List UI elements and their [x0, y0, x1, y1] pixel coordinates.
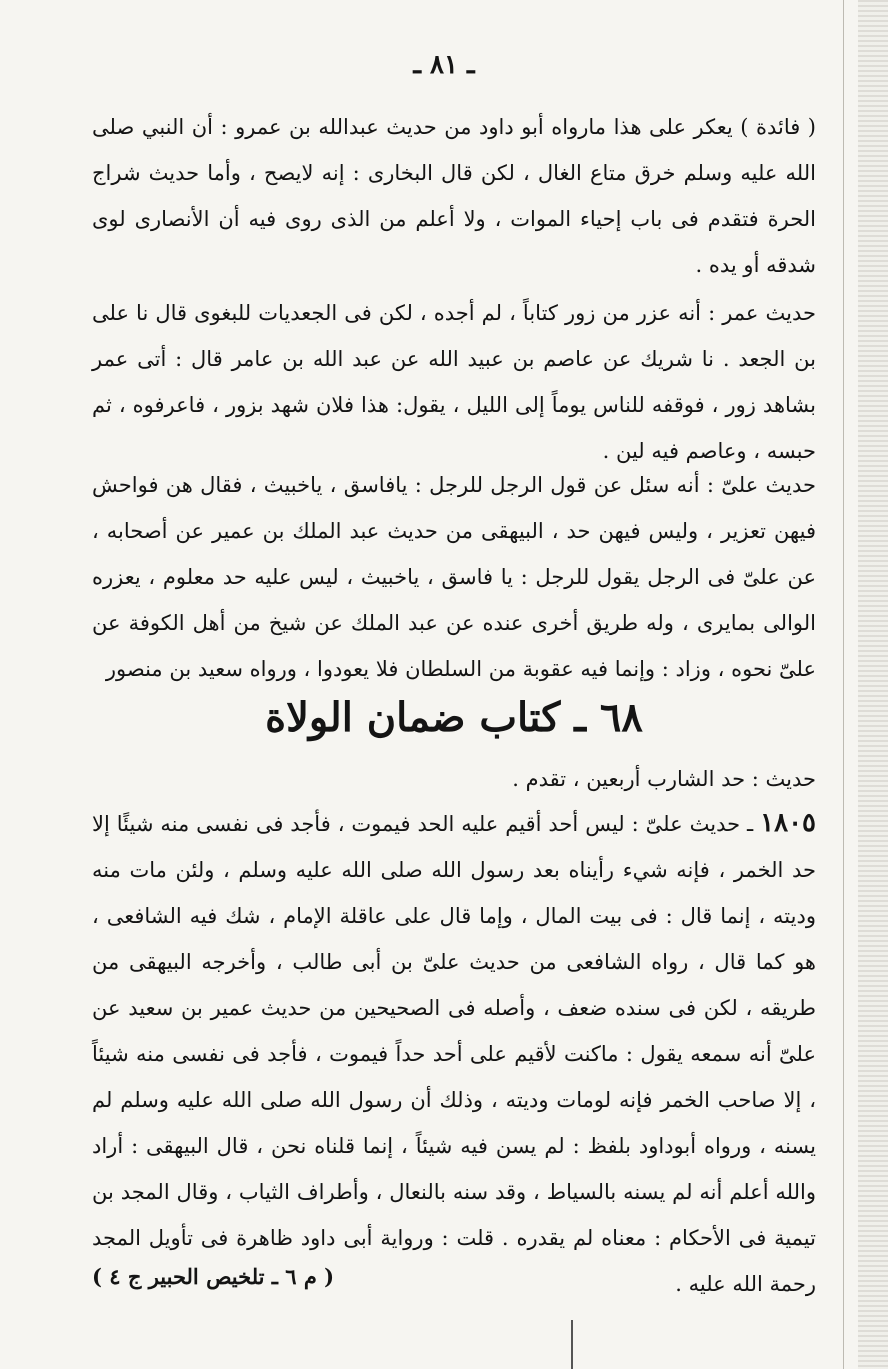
hadith-text: ـ حديث علىّ : ليس أحد أقيم عليه الحد فيموت ، فأجد فى نفسى منه شيئًا إلا حد الخمر ، فإنه شيء رأيناه بعد رسول الله صلى الله عليه وسلم ، ولئن مات منه وديته ، إنما قال : فى بيت المال ، وإما قال على عاقلة الإمام ، شك فيه الشافعى ، هو كما قال ، رواه الشافعى من حديث علىّ بن أبى طالب ، وأخرجه البيهقى من طريقه ، لكن فى سنده ضعف ، وأصله فى الصحيحين من حديث عمير بن سعيد عن علىّ أنه سمعه يقول : ماكنت لأقيم على أحد حداً فيموت ، فأجد فى نفسى منه شيئاً ، إلا صاحب الخمر فإنه لومات وديته ، وذلك أن رسول الله صلى الله عليه وسلم لم يسنه ، ورواه أبوداود بلفظ : لم يسن فيه شيئاً ، إنما قلناه نحن ، قال البيهقى : أراد والله أعلم أنه لم يسنه بالسياط ، وقد سنه بالنعال ، وأطراف الثياب ، وقال المجد بن تيمية فى الأحكام : معناه لم يقدره . قلت : ورواية أبى داود ظاهرة فى تأويل المجد رحمة الله عليه . [92, 812, 817, 1296]
shareb-hadith-paragraph [92, 756, 816, 802]
bottom-mark [571, 1320, 573, 1369]
binding-line [843, 0, 844, 1369]
ali-hadith-paragraph [92, 462, 816, 692]
umar-hadith-paragraph [92, 290, 816, 474]
chapter-title: ٦٨ ـ كتاب ضمان الولاة [265, 694, 643, 741]
paragraph-text [92, 800, 816, 1307]
paragraph-text: حديث علىّ : أنه سئل عن قول الرجل للرجل : يافاسق ، ياخبيث ، فقال هن فواحش فيهن تعزير ، وليس فيهن حد ، البيهقى من حديث عبد الملك بن عمير عن أصحابه ، عن علىّ فى الرجل يقول للرجل : يا فاسق ، ياخبيث ، ليس عليه حد معلوم ، يعزره الوالى بمايرى ، وله طريق أخرى عنده عن عبد الملك عن شيخ من أهل الكوفة عن علىّ نحوه ، وزاد : وإنما فيه عقوبة من السلطان فلا يعودوا ، ورواه سعيد بن منصور [92, 473, 816, 681]
hadith-number: ١٨٠٥ [760, 808, 816, 838]
hadith-1805-paragraph [92, 800, 816, 1307]
page-number: ـ ٨١ ـ [413, 50, 475, 80]
paragraph-text: حديث : حد الشارب أربعين ، تقدم . [512, 767, 816, 791]
page-binding-edge [858, 0, 888, 1369]
paragraph-text: ( فائدة ) يعكر على هذا مارواه أبو داود من حديث عبدالله بن عمرو : أن النبي صلى الله عليه وسلم خرق متاع الغال ، لكن قال البخارى : إنه لايصح ، وأما حديث شراج الحرة فتقدم فى باب إحياء الموات ، ولا أعلم من الذى روى فيه أن الأنصارى لوى شدقه أو يده . [92, 115, 816, 277]
page-footer: ( م ٦ ـ تلخيص الحبير ج ٤ ) [92, 1264, 335, 1289]
fawaid-paragraph [92, 104, 816, 288]
paragraph-text: حديث عمر : أنه عزر من زور كتاباً ، لم أجده ، لكن فى الجعديات للبغوى قال نا على بن الجعد . نا شريك عن عاصم بن عبيد الله عن عبد الله بن عامر قال : أتى عمر بشاهد زور ، فوقفه للناس يوماً إلى الليل ، يقول: هذا فلان شهد بزور ، فاعرفوه ، ثم حبسه ، وعاصم فيه لين . [92, 301, 816, 463]
